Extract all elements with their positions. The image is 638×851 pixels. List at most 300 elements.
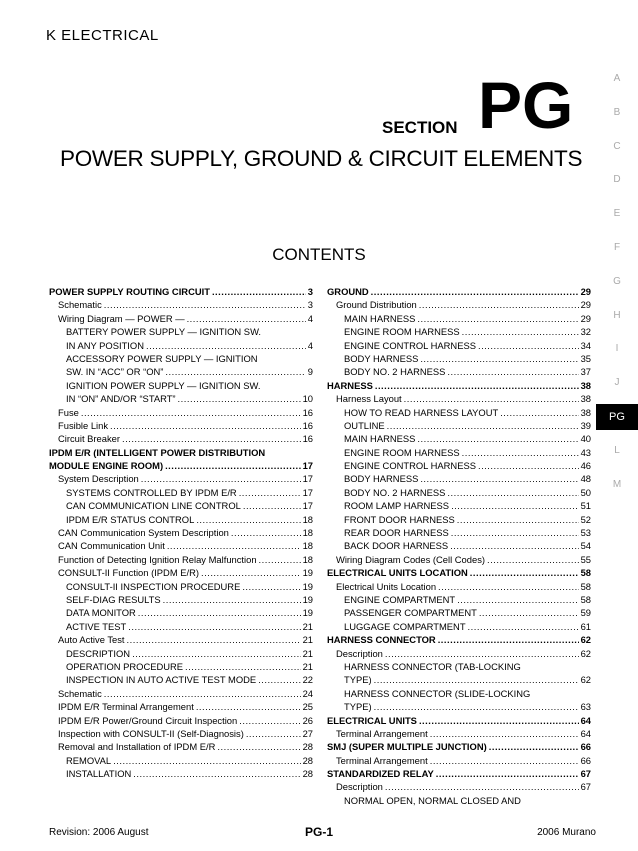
toc-dot-leader [231,526,301,539]
toc-entry-title: MAIN HARNESS [344,433,416,445]
section-tab-pg[interactable]: PG [596,404,638,430]
toc-entry[interactable] [49,754,313,767]
toc-dot-leader [258,673,300,686]
section-label: SECTION [382,118,458,137]
contents-heading: CONTENTS [272,245,366,264]
toc-dot-leader [133,767,300,780]
toc-entry-page: 24 [302,687,313,699]
toc-entry[interactable] [327,714,591,727]
toc-dot-leader [457,593,578,606]
toc-entry[interactable] [49,432,313,445]
toc-entry-page: 28 [302,741,313,753]
toc-entry[interactable] [327,673,591,686]
toc-entry[interactable] [49,325,313,338]
toc-entry-title: IPDM E/R STATUS CONTROL [66,513,195,525]
toc-dot-leader [457,513,579,526]
section-tab-c[interactable]: C [613,140,621,152]
toc-entry-page: 62 [580,634,591,646]
toc-entry-title: Wiring Diagram — POWER — [58,312,185,324]
toc-entry-title: ENGINE CONTROL HARNESS [344,339,476,351]
toc-entry[interactable] [327,379,591,392]
toc-entry[interactable] [49,459,313,472]
toc-dot-leader [468,620,579,633]
toc-entry-page: 21 [302,647,313,659]
footer-page-number: PG-1 [304,825,333,839]
toc-entry[interactable] [49,647,313,660]
toc-entry-page: 64 [580,714,591,726]
toc-entry-title: DESCRIPTION [66,647,131,659]
toc-entry-title: TYPE) [344,701,372,713]
toc-entry-page: 46 [580,460,591,472]
toc-dot-leader [165,365,305,378]
toc-entry[interactable] [49,298,313,311]
toc-entry-title: HOW TO READ HARNESS LAYOUT [344,406,499,418]
toc-entry-page: 21 [302,660,313,672]
toc-dot-leader [122,432,301,445]
toc-entry[interactable] [327,727,591,740]
toc-entry-page: 21 [302,634,313,646]
toc-dot-leader [113,754,300,767]
toc-entry[interactable] [327,754,591,767]
toc-entry[interactable] [49,700,313,713]
toc-entry-title: Harness Layout [336,393,402,405]
toc-entry[interactable] [49,392,313,405]
toc-entry-title: REMOVAL [66,754,112,766]
toc-entry-title: IN “ON” AND/OR “START” [66,393,176,405]
toc-entry[interactable] [49,539,313,552]
toc-entry-page: 21 [302,620,313,632]
toc-entry-title: OUTLINE [344,419,385,431]
toc-entry-title: CONSULT-II Function (IPDM E/R) [58,567,199,579]
toc-entry[interactable] [327,526,591,539]
toc-dot-leader [430,754,579,767]
toc-entry-page: 38 [580,406,591,418]
toc-entry-title: GROUND [327,286,369,297]
toc-entry[interactable] [327,312,591,325]
toc-dot-leader [438,633,579,646]
toc-entry-page: 18 [302,527,313,539]
toc-entry-title: STANDARDIZED RELAY [327,768,434,780]
toc-entry-title: BODY HARNESS [344,473,419,485]
toc-entry-title: Terminal Arrangement [336,727,428,739]
toc-dot-leader [371,285,579,298]
toc-entry-page: 34 [580,339,591,351]
toc-entry-title: SMJ (SUPER MULTIPLE JUNCTION) [327,741,487,753]
toc-dot-leader [489,740,579,753]
toc-entry[interactable] [49,365,313,378]
toc-entry-page: 18 [302,513,313,525]
toc-dot-leader [81,406,301,419]
toc-entry-title: POWER SUPPLY ROUTING CIRCUIT [49,286,210,297]
toc-entry-page: 16 [302,433,313,445]
toc-entry[interactable] [49,513,313,526]
toc-dot-leader [242,580,300,593]
toc-entry[interactable] [327,780,591,793]
toc-left-column [49,285,313,780]
toc-entry-page: 32 [580,326,591,338]
toc-entry-title: Terminal Arrangement [336,754,428,766]
toc-entry-title: IPDM E/R (INTELLIGENT POWER DISTRIBUTION [49,446,266,458]
toc-dot-leader [163,593,301,606]
toc-dot-leader [419,298,579,311]
toc-entry[interactable] [49,767,313,780]
toc-entry[interactable] [49,419,313,432]
toc-entry-title: BODY NO. 2 HARNESS [344,486,446,498]
toc-entry[interactable] [327,339,591,352]
toc-entry-page: 40 [580,433,591,445]
toc-entry[interactable] [49,379,313,392]
toc-entry[interactable] [327,459,591,472]
toc-dot-leader [374,673,579,686]
section-tab-d[interactable]: D [613,174,621,186]
toc-entry-page: 64 [580,727,591,739]
toc-dot-leader [259,553,301,566]
toc-entry-page: 19 [302,567,313,579]
toc-entry-title: NORMAL OPEN, NORMAL CLOSED AND [344,794,521,806]
toc-entry[interactable] [49,660,313,673]
section-code: PG [478,68,574,142]
toc-entry-title: SELF-DIAG RESULTS [66,593,161,605]
toc-entry-page: 16 [302,406,313,418]
toc-dot-leader [138,606,301,619]
toc-entry-title: PASSENGER COMPARTMENT [344,607,477,619]
toc-entry-page: 38 [580,393,591,405]
section-tab-a[interactable]: A [613,73,621,84]
toc-entry[interactable] [49,606,313,619]
toc-entry[interactable] [49,593,313,606]
toc-entry[interactable] [327,499,591,512]
section-tab-g[interactable]: G [613,275,621,287]
toc-entry[interactable] [327,486,591,499]
toc-entry-title: Inspection with CONSULT-II (Self-Diagnosis) [58,727,244,739]
toc-dot-leader [196,513,300,526]
toc-entry-title: CAN COMMUNICATION LINE CONTROL [66,500,241,512]
toc-entry-page: 17 [302,460,313,472]
toc-entry-title: ENGINE CONTROL HARNESS [344,460,476,472]
toc-entry[interactable] [327,700,591,713]
toc-entry[interactable] [327,687,591,700]
toc-entry-page: 29 [580,299,591,311]
toc-entry-title: ACTIVE TEST [66,620,127,632]
toc-entry[interactable] [327,325,591,338]
toc-dot-leader [417,312,578,325]
toc-entry-page: 50 [580,486,591,498]
toc-entry-page: 58 [580,567,591,579]
toc-entry-title: LUGGAGE COMPARTMENT [344,620,466,632]
page-title: POWER SUPPLY, GROUND & CIRCUIT ELEMENTS [60,146,583,171]
toc-entry-title: Fusible Link [58,419,109,431]
toc-dot-leader [104,687,301,700]
toc-entry-title: ENGINE ROOM HARNESS [344,446,460,458]
toc-entry-page: 17 [302,486,313,498]
toc-entry-title: TYPE) [344,674,372,686]
section-tab-f[interactable]: F [613,242,621,253]
toc-entry-page: 51 [580,500,591,512]
toc-dot-leader [447,486,578,499]
toc-dot-leader [479,606,579,619]
toc-entry-page: 62 [580,647,591,659]
toc-entry-title: Schematic [58,299,102,311]
toc-entry[interactable] [327,419,591,432]
toc-entry[interactable] [327,352,591,365]
toc-entry-title: HARNESS CONNECTOR (SLIDE-LOCKING [344,687,531,699]
toc-entry-page: 48 [580,473,591,485]
toc-entry[interactable] [327,580,591,593]
toc-entry-page: 62 [580,674,591,686]
toc-entry[interactable] [49,553,313,566]
toc-dot-leader [478,459,579,472]
toc-dot-leader [500,406,578,419]
toc-entry[interactable] [327,633,591,646]
toc-entry-page: 35 [580,352,591,364]
section-tab-l[interactable]: L [614,444,620,456]
toc-dot-leader [167,539,301,552]
toc-entry-title: REAR DOOR HARNESS [344,527,449,539]
toc-entry[interactable] [49,633,313,646]
toc-entry-page: 43 [580,446,591,458]
toc-entry[interactable] [327,392,591,405]
toc-entry-page: 38 [580,379,591,391]
toc-entry[interactable] [327,740,591,753]
toc-entry[interactable] [327,606,591,619]
toc-entry[interactable] [49,339,313,352]
toc-entry-page: 27 [302,727,313,739]
toc-dot-leader [201,566,301,579]
footer-revision: Revision: 2006 August [49,827,149,838]
toc-entry[interactable] [327,620,591,633]
toc-entry-title: ROOM LAMP HARNESS [344,500,450,512]
toc-entry[interactable] [49,352,313,365]
toc-entry-page: 67 [580,781,591,793]
footer-model: 2006 Murano [537,827,596,838]
toc-entry-title: ENGINE COMPARTMENT [344,593,456,605]
toc-dot-leader [178,392,301,405]
toc-entry[interactable] [327,539,591,552]
toc-entry-page: 52 [580,513,591,525]
toc-entry[interactable] [327,432,591,445]
toc-entry[interactable] [49,312,313,325]
toc-entry-title: HARNESS [327,379,373,391]
toc-entry-title: INSTALLATION [66,768,132,780]
toc-entry[interactable] [327,553,591,566]
toc-entry[interactable] [49,446,313,459]
toc-entry-title: BODY NO. 2 HARNESS [344,366,446,378]
toc-entry-title: Schematic [58,687,102,699]
toc-dot-leader [438,580,579,593]
toc-entry-title: Removal and Installation of IPDM E/R [58,741,216,753]
toc-dot-leader [462,446,579,459]
toc-entry-page: 25 [302,701,313,713]
toc-entry[interactable] [327,647,591,660]
toc-dot-leader [185,660,301,673]
toc-entry-title: Function of Detecting Ignition Relay Malfunction [58,553,257,565]
toc-entry[interactable] [49,620,313,633]
toc-entry[interactable] [49,486,313,499]
section-tab-e[interactable]: E [613,208,621,220]
toc-entry-title: MODULE ENGINE ROOM) [49,460,164,472]
toc-entry-page: 17 [302,473,313,485]
toc-dot-leader [417,432,578,445]
section-tab-j[interactable]: J [614,377,620,389]
toc-dot-leader [387,419,579,432]
toc-dot-leader [451,526,579,539]
toc-entry-page: 18 [302,540,313,552]
toc-entry-page: 18 [302,553,313,565]
toc-entry-title: Ground Distribution [336,299,417,311]
toc-entry[interactable] [327,794,591,807]
toc-entry[interactable] [49,673,313,686]
toc-entry-page: 63 [580,701,591,713]
toc-entry-title: HARNESS CONNECTOR [327,634,436,646]
toc-dot-leader [217,740,300,753]
toc-dot-leader [420,472,578,485]
toc-dot-leader [375,379,579,392]
toc-entry-title: HARNESS CONNECTOR (TAB-LOCKING [344,660,521,672]
toc-entry-title: Description [336,647,383,659]
toc-dot-leader [470,566,579,579]
toc-entry-page: 22 [302,674,313,686]
toc-dot-leader [385,647,579,660]
toc-entry-page: 55 [580,553,591,565]
toc-entry[interactable] [49,727,313,740]
toc-entry-title: Wiring Diagram Codes (Cell Codes) [336,553,486,565]
toc-entry-page: 26 [302,714,313,726]
toc-dot-leader [110,419,301,432]
toc-entry-page: 66 [580,754,591,766]
toc-entry-page: 10 [302,393,313,405]
toc-entry-page: 59 [580,607,591,619]
toc-dot-leader [462,325,579,338]
toc-entry[interactable] [327,446,591,459]
toc-entry[interactable] [49,499,313,512]
toc-entry-title: CAN Communication Unit [58,540,165,552]
toc-entry-title: SYSTEMS CONTROLLED BY IPDM E/R [66,486,237,498]
toc-entry-title: MAIN HARNESS [344,312,416,324]
toc-entry[interactable] [49,406,313,419]
toc-entry[interactable] [327,285,591,298]
toc-entry[interactable] [49,687,313,700]
section-tab-b[interactable]: B [613,106,621,118]
toc-dot-leader [487,553,579,566]
toc-entry-page: 29 [580,312,591,324]
toc-dot-leader [451,499,579,512]
toc-entry-title: IGNITION POWER SUPPLY — IGNITION SW. [66,379,261,391]
toc-entry-page: 28 [302,768,313,780]
toc-entry-page: 17 [302,500,313,512]
toc-entry-page: 58 [580,580,591,592]
toc-entry-title: SW. IN “ACC” OR “ON” [66,366,164,378]
toc-entry[interactable] [327,660,591,673]
toc-dot-leader [420,352,578,365]
toc-entry-page: 58 [580,593,591,605]
toc-dot-leader [239,714,300,727]
toc-entry[interactable] [49,472,313,485]
toc-entry[interactable] [327,566,591,579]
toc-entry[interactable] [49,566,313,579]
toc-dot-leader [212,285,306,298]
toc-entry-title: Electrical Units Location [336,580,437,592]
toc-entry-page: 4 [307,339,313,351]
toc-entry[interactable] [327,298,591,311]
toc-entry-title: DATA MONITOR [66,607,136,619]
toc-entry[interactable] [327,593,591,606]
toc-entry[interactable] [49,714,313,727]
toc-entry-title: ELECTRICAL UNITS LOCATION [327,567,468,579]
toc-entry-page: 3 [307,299,313,311]
toc-entry-page: 4 [307,312,313,324]
toc-entry-page: 29 [580,286,591,297]
toc-entry-title: FRONT DOOR HARNESS [344,513,455,525]
toc-dot-leader [104,298,306,311]
toc-entry[interactable] [49,526,313,539]
toc-entry-title: BACK DOOR HARNESS [344,540,449,552]
toc-entry-page: 37 [580,366,591,378]
toc-entry-title: IPDM E/R Power/Ground Circuit Inspection [58,714,238,726]
toc-entry-title: System Description [58,473,139,485]
toc-entry-page: 9 [307,366,313,378]
section-tab-m[interactable]: M [612,478,622,490]
toc-entry-title: Fuse [58,406,79,418]
section-tab-i[interactable]: I [615,343,619,355]
toc-dot-leader [478,339,579,352]
toc-entry-page: 54 [580,540,591,552]
toc-dot-leader [374,700,579,713]
toc-entry-page: 28 [302,754,313,766]
toc-entry[interactable] [49,740,313,753]
toc-dot-leader [430,727,579,740]
toc-entry-page: 3 [307,286,313,297]
toc-entry-title: Circuit Breaker [58,433,120,445]
toc-dot-leader [141,472,301,485]
toc-entry-page: 39 [580,419,591,431]
toc-dot-leader [450,539,578,552]
toc-entry-page: 19 [302,593,313,605]
toc-dot-leader [243,499,301,512]
toc-entry-title: Description [336,781,383,793]
toc-dot-leader [165,459,301,472]
toc-entry[interactable] [327,513,591,526]
toc-dot-leader [419,714,579,727]
toc-entry-page: 67 [580,768,591,780]
toc-entry-title: CAN Communication System Description [58,527,229,539]
toc-dot-leader [127,633,301,646]
toc-dot-leader [385,780,579,793]
section-tab-h[interactable]: H [613,309,621,321]
toc-entry-page: 16 [302,419,313,431]
toc-dot-leader [436,767,579,780]
toc-entry[interactable] [327,365,591,378]
toc-dot-leader [146,339,306,352]
toc-entry[interactable] [49,285,313,298]
toc-dot-leader [246,727,301,740]
group-header: K ELECTRICAL [46,27,159,44]
toc-entry[interactable] [327,472,591,485]
toc-entry-title: OPERATION PROCEDURE [66,660,184,672]
toc-entry-page: 66 [580,741,591,753]
toc-dot-leader [447,365,578,378]
toc-entry-title: ENGINE ROOM HARNESS [344,326,460,338]
toc-entry[interactable] [327,767,591,780]
toc-entry[interactable] [327,406,591,419]
toc-right-column [327,285,591,807]
toc-dot-leader [128,620,300,633]
toc-entry-title: Auto Active Test [58,634,125,646]
toc-entry-page: 61 [580,620,591,632]
toc-entry-title: ELECTRICAL UNITS [327,714,417,726]
toc-dot-leader [132,647,300,660]
toc-entry-title: CONSULT-II INSPECTION PROCEDURE [66,580,241,592]
toc-entry[interactable] [49,580,313,593]
